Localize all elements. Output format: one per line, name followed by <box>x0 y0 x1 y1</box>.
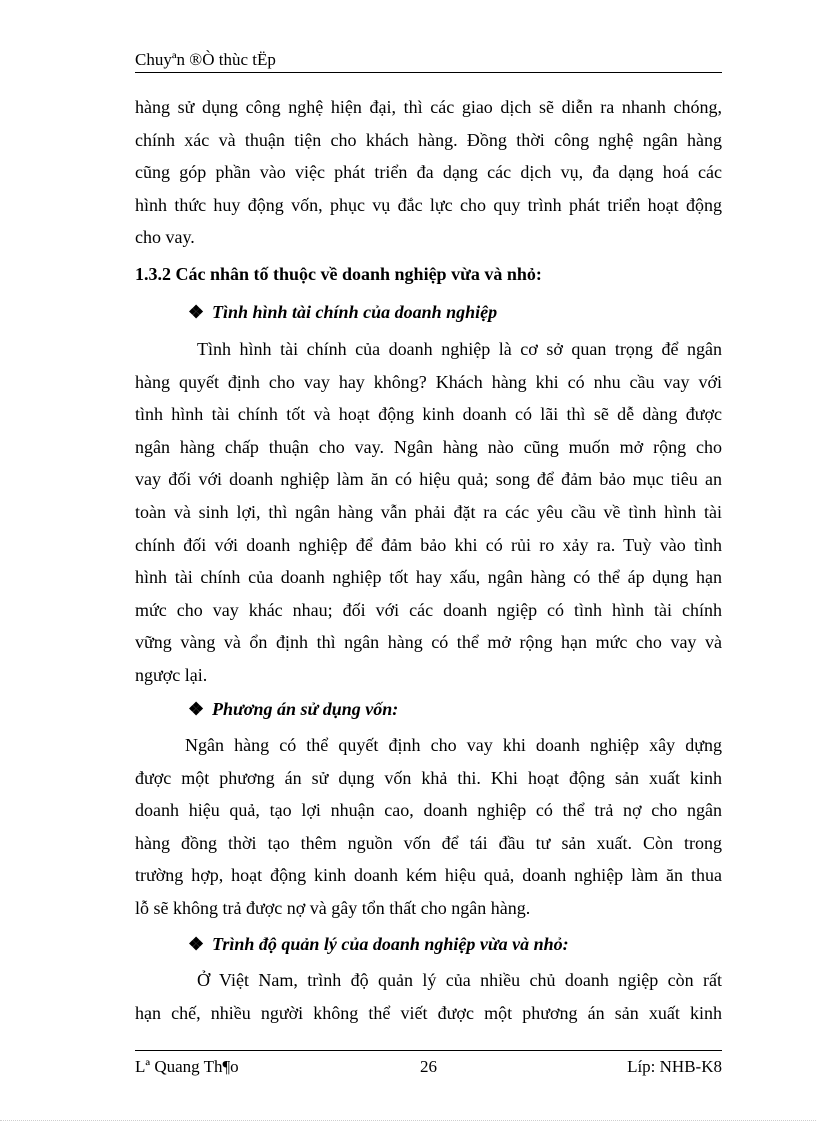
page-footer <box>135 1050 722 1076</box>
text-line: vững vàng và ổn định thì ngân hàng có thể mở rộng hạn mức cho vay và <box>135 632 722 653</box>
diamond-bullet-icon: ❖ <box>188 302 205 322</box>
subsection-heading-finance <box>188 296 497 328</box>
text-line: trường hợp, hoạt động kinh doanh kém hiệu quả, doanh nghiệp làm ăn thua <box>135 865 722 886</box>
footer-author: Lª Quang Th¶o <box>135 1057 239 1076</box>
text-line: toàn và sinh lợi, thì ngân hàng vẫn phải đặt ra các yêu cầu về tình hình tài <box>135 501 722 522</box>
paragraph-capital-plan <box>135 729 722 925</box>
text-line: cũng góp phần vào việc phát triển đa dạng các dịch vụ, đa dạng hoá các <box>135 162 722 183</box>
text-line: Ngân hàng có thể quyết định cho vay khi doanh nghiệp xây dựng <box>185 735 722 755</box>
section-heading: 1.3.2 Các nhân tố thuộc về doanh nghiệp vừa và nhỏ: <box>135 264 542 284</box>
diamond-bullet-icon: ❖ <box>188 934 205 954</box>
paragraph-management <box>135 964 722 1029</box>
text-line: hình thức huy động vốn, phục vụ đắc lực cho quy trình phát triển hoạt động <box>135 194 722 215</box>
text-line: Tình hình tài chính của doanh nghiệp là cơ sở quan trọng để ngân <box>197 339 722 359</box>
text-line: vay đối với doanh nghiệp làm ăn có hiệu quả; song để đảm bảo mục tiêu an <box>135 469 722 490</box>
text-line: cho vay. <box>135 227 195 248</box>
page-bottom-edge <box>0 1120 816 1121</box>
subsection-title: Phương án sử dụng vốn: <box>212 699 399 719</box>
text-line: ngân hàng chấp thuận cho vay. Ngân hàng nào cũng muốn mở rộng cho <box>135 436 722 457</box>
text-line: hàng đồng thời tạo thêm nguồn vốn để tái đầu tư sản xuất. Còn trong <box>135 832 722 853</box>
text-line: mức cho vay khác nhau; đối với các doanh ngiệp có tình hình tài chính <box>135 599 722 620</box>
text-line: được một phương án sử dụng vốn khả thi. Khi hoạt động sản xuất kinh <box>135 767 722 788</box>
text-line: ngược lại. <box>135 664 208 685</box>
text-line: tình hình tài chính tốt và hoạt động kinh doanh có lãi thì sẽ dễ dàng được <box>135 404 722 425</box>
subsection-heading-capital-plan <box>188 693 398 725</box>
page-header <box>135 48 722 73</box>
text-line: chính xác và thuận tiện cho khách hàng. Đồng thời công nghệ ngân hàng <box>135 129 722 150</box>
footer-class-label: Líp: NHB-K8 <box>627 1057 722 1076</box>
subsection-title: Trình độ quản lý của doanh nghiệp vừa và nhỏ: <box>212 934 569 954</box>
text-line: hình tài chính của doanh nghiệp tốt hay xấu, ngân hàng có thể áp dụng hạn <box>135 567 722 588</box>
text-line: hàng sử dụng công nghệ hiện đại, thì các giao dịch sẽ diễn ra nhanh chóng, <box>135 97 722 117</box>
text-line: hàng quyết định cho vay hay không? Khách hàng khi có nhu cầu vay với <box>135 371 722 392</box>
header-title: Chuyªn ®Ò thùc tËp <box>135 50 276 69</box>
page-number: 26 <box>420 1057 437 1076</box>
paragraph-continuation <box>135 91 722 254</box>
diamond-bullet-icon: ❖ <box>188 699 205 719</box>
subsection-heading-management <box>188 928 569 960</box>
text-line: hạn chế, nhiều người không thể viết được một phương án sản xuất kinh <box>135 1002 722 1023</box>
text-line: lỗ sẽ không trả được nợ và gây tổn thất cho ngân hàng. <box>135 897 531 918</box>
text-line: doanh hiệu quả, tạo lợi nhuận cao, doanh nghiệp có thể trả nợ cho ngân <box>135 800 722 821</box>
paragraph-finance <box>135 333 722 692</box>
text-line: Ở Việt Nam, trình độ quản lý của nhiều chủ doanh ngiệp còn rất <box>197 970 722 990</box>
subsection-title: Tình hình tài chính của doanh nghiệp <box>212 302 498 322</box>
text-line: chính đối với doanh nghiệp để đảm bảo khi có rủi ro xảy ra. Tuỳ vào tình <box>135 534 722 555</box>
